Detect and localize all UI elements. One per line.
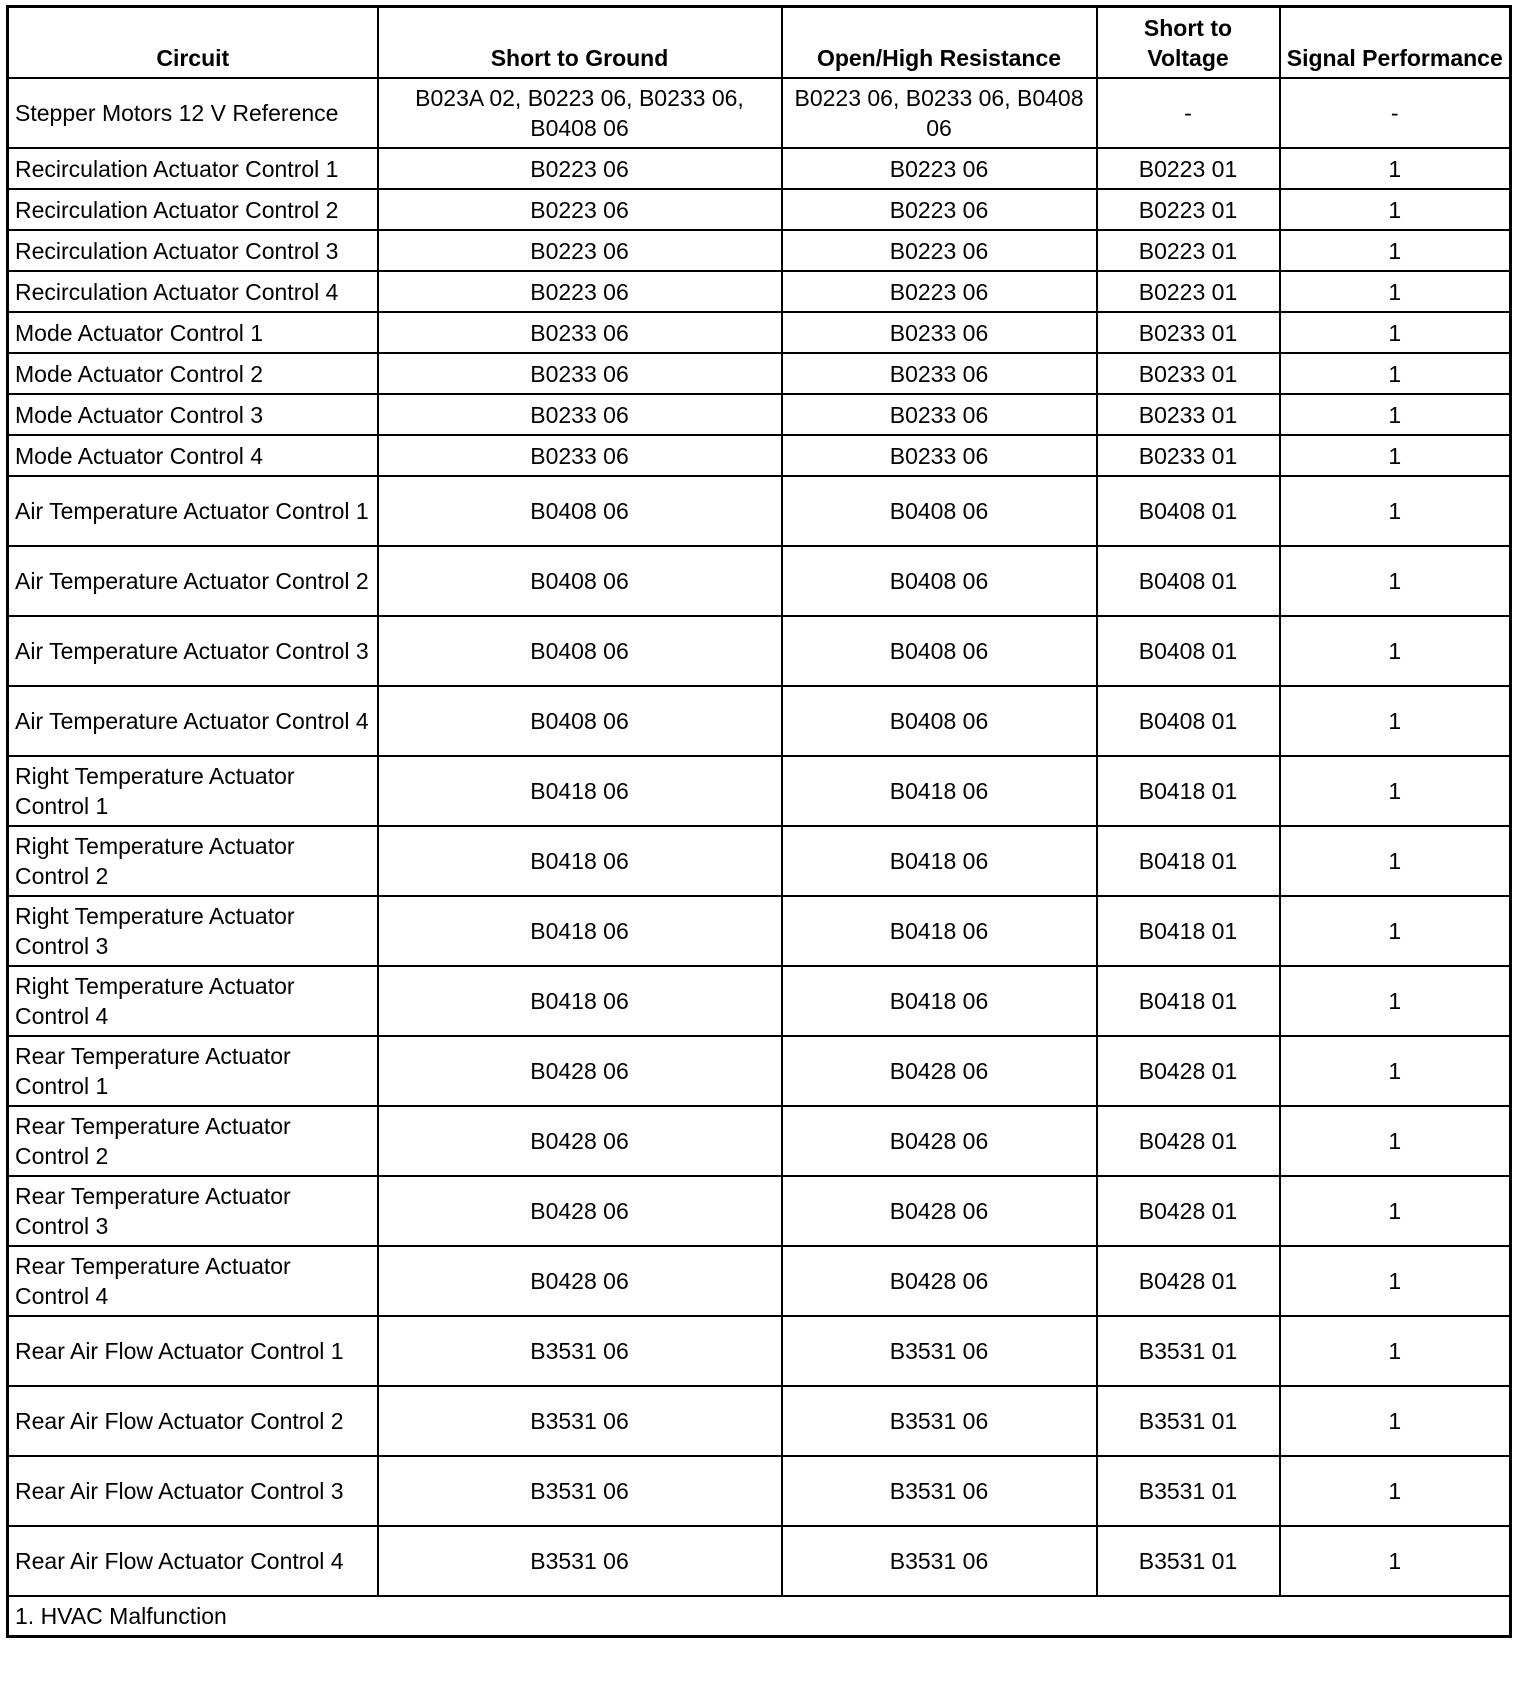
cell-short-to-voltage: B0233 01 <box>1097 435 1280 476</box>
cell-open-high-resistance: B0428 06 <box>782 1176 1097 1246</box>
cell-open-high-resistance: B0223 06 <box>782 230 1097 271</box>
table-row <box>8 271 1511 312</box>
cell-open-high-resistance: B0233 06 <box>782 394 1097 435</box>
cell-signal-performance: 1 <box>1280 1036 1511 1106</box>
cell-circuit: Rear Air Flow Actuator Control 4 <box>8 1526 378 1596</box>
cell-open-high-resistance: B0418 06 <box>782 756 1097 826</box>
cell-circuit: Air Temperature Actuator Control 3 <box>8 616 378 686</box>
table-row <box>8 1456 1511 1526</box>
table-row <box>8 1246 1511 1316</box>
cell-signal-performance: 1 <box>1280 312 1511 353</box>
cell-short-to-ground: B0233 06 <box>378 353 782 394</box>
cell-short-to-voltage: B0418 01 <box>1097 966 1280 1036</box>
cell-open-high-resistance: B3531 06 <box>782 1316 1097 1386</box>
cell-signal-performance: 1 <box>1280 476 1511 546</box>
cell-short-to-ground: B3531 06 <box>378 1526 782 1596</box>
cell-signal-performance: - <box>1280 78 1511 148</box>
cell-open-high-resistance: B0223 06 <box>782 189 1097 230</box>
cell-open-high-resistance: B0428 06 <box>782 1106 1097 1176</box>
cell-signal-performance: 1 <box>1280 230 1511 271</box>
table-row <box>8 476 1511 546</box>
cell-short-to-ground: B0428 06 <box>378 1246 782 1316</box>
footnote: 1. HVAC Malfunction <box>8 1596 1511 1637</box>
cell-short-to-voltage: B0428 01 <box>1097 1106 1280 1176</box>
table-row <box>8 148 1511 189</box>
cell-signal-performance: 1 <box>1280 1456 1511 1526</box>
cell-short-to-ground: B0233 06 <box>378 312 782 353</box>
cell-open-high-resistance: B0418 06 <box>782 896 1097 966</box>
cell-open-high-resistance: B0223 06, B0233 06, B0408 06 <box>782 78 1097 148</box>
table-row <box>8 1036 1511 1106</box>
cell-circuit: Rear Air Flow Actuator Control 2 <box>8 1386 378 1456</box>
cell-open-high-resistance: B0408 06 <box>782 546 1097 616</box>
cell-open-high-resistance: B0223 06 <box>782 271 1097 312</box>
cell-open-high-resistance: B0408 06 <box>782 686 1097 756</box>
cell-circuit: Mode Actuator Control 1 <box>8 312 378 353</box>
cell-signal-performance: 1 <box>1280 1246 1511 1316</box>
cell-circuit: Rear Temperature Actuator Control 2 <box>8 1106 378 1176</box>
cell-signal-performance: 1 <box>1280 353 1511 394</box>
cell-circuit: Stepper Motors 12 V Reference <box>8 78 378 148</box>
cell-circuit: Mode Actuator Control 4 <box>8 435 378 476</box>
cell-short-to-ground: B0418 06 <box>378 966 782 1036</box>
cell-signal-performance: 1 <box>1280 1176 1511 1246</box>
cell-short-to-ground: B0418 06 <box>378 826 782 896</box>
cell-open-high-resistance: B3531 06 <box>782 1386 1097 1456</box>
cell-short-to-ground: B0223 06 <box>378 271 782 312</box>
header-short-to-voltage: Short to Voltage <box>1097 7 1280 79</box>
table-row <box>8 1176 1511 1246</box>
cell-signal-performance: 1 <box>1280 394 1511 435</box>
cell-signal-performance: 1 <box>1280 1526 1511 1596</box>
cell-circuit: Air Temperature Actuator Control 4 <box>8 686 378 756</box>
footnote-row <box>8 1596 1511 1637</box>
cell-signal-performance: 1 <box>1280 435 1511 476</box>
cell-open-high-resistance: B0428 06 <box>782 1246 1097 1316</box>
cell-circuit: Recirculation Actuator Control 4 <box>8 271 378 312</box>
cell-open-high-resistance: B3531 06 <box>782 1526 1097 1596</box>
cell-short-to-ground: B0233 06 <box>378 394 782 435</box>
cell-circuit: Mode Actuator Control 2 <box>8 353 378 394</box>
cell-signal-performance: 1 <box>1280 616 1511 686</box>
table-row <box>8 189 1511 230</box>
cell-open-high-resistance: B0223 06 <box>782 148 1097 189</box>
cell-short-to-ground: B0223 06 <box>378 230 782 271</box>
cell-short-to-ground: B0223 06 <box>378 148 782 189</box>
cell-short-to-ground: B0223 06 <box>378 189 782 230</box>
header-signal-performance: Signal Performance <box>1280 7 1511 79</box>
table-row <box>8 1316 1511 1386</box>
cell-short-to-ground: B3531 06 <box>378 1386 782 1456</box>
cell-signal-performance: 1 <box>1280 189 1511 230</box>
cell-circuit: Rear Temperature Actuator Control 1 <box>8 1036 378 1106</box>
cell-short-to-voltage: B0233 01 <box>1097 312 1280 353</box>
cell-open-high-resistance: B0233 06 <box>782 312 1097 353</box>
cell-signal-performance: 1 <box>1280 686 1511 756</box>
cell-short-to-voltage: B0223 01 <box>1097 271 1280 312</box>
cell-circuit: Recirculation Actuator Control 1 <box>8 148 378 189</box>
table-row <box>8 394 1511 435</box>
cell-circuit: Right Temperature Actuator Control 1 <box>8 756 378 826</box>
cell-short-to-ground: B0418 06 <box>378 896 782 966</box>
table-row <box>8 230 1511 271</box>
cell-short-to-voltage: B0408 01 <box>1097 546 1280 616</box>
header-open-high-resistance: Open/High Resistance <box>782 7 1097 79</box>
cell-short-to-voltage: B0428 01 <box>1097 1036 1280 1106</box>
cell-short-to-voltage: - <box>1097 78 1280 148</box>
header-circuit: Circuit <box>8 7 378 79</box>
cell-circuit: Recirculation Actuator Control 3 <box>8 230 378 271</box>
cell-signal-performance: 1 <box>1280 271 1511 312</box>
cell-signal-performance: 1 <box>1280 1386 1511 1456</box>
cell-short-to-voltage: B0428 01 <box>1097 1176 1280 1246</box>
cell-short-to-voltage: B3531 01 <box>1097 1526 1280 1596</box>
cell-short-to-voltage: B0223 01 <box>1097 189 1280 230</box>
cell-short-to-voltage: B0418 01 <box>1097 896 1280 966</box>
cell-signal-performance: 1 <box>1280 546 1511 616</box>
cell-signal-performance: 1 <box>1280 756 1511 826</box>
cell-short-to-voltage: B3531 01 <box>1097 1456 1280 1526</box>
cell-circuit: Recirculation Actuator Control 2 <box>8 189 378 230</box>
cell-open-high-resistance: B0418 06 <box>782 826 1097 896</box>
cell-open-high-resistance: B0233 06 <box>782 353 1097 394</box>
cell-short-to-voltage: B0408 01 <box>1097 686 1280 756</box>
cell-circuit: Rear Temperature Actuator Control 4 <box>8 1246 378 1316</box>
cell-circuit: Right Temperature Actuator Control 3 <box>8 896 378 966</box>
cell-open-high-resistance: B0233 06 <box>782 435 1097 476</box>
table-row <box>8 353 1511 394</box>
table-row <box>8 312 1511 353</box>
table-row <box>8 78 1511 148</box>
cell-open-high-resistance: B0408 06 <box>782 616 1097 686</box>
table-row <box>8 546 1511 616</box>
cell-open-high-resistance: B3531 06 <box>782 1456 1097 1526</box>
cell-short-to-voltage: B0408 01 <box>1097 476 1280 546</box>
cell-short-to-voltage: B3531 01 <box>1097 1316 1280 1386</box>
table-row <box>8 896 1511 966</box>
cell-short-to-voltage: B3531 01 <box>1097 1386 1280 1456</box>
cell-short-to-ground: B0233 06 <box>378 435 782 476</box>
table-row <box>8 756 1511 826</box>
cell-short-to-ground: B0408 06 <box>378 686 782 756</box>
cell-short-to-voltage: B0233 01 <box>1097 394 1280 435</box>
dtc-table <box>6 5 1512 1638</box>
cell-circuit: Rear Air Flow Actuator Control 3 <box>8 1456 378 1526</box>
cell-short-to-voltage: B0408 01 <box>1097 616 1280 686</box>
cell-short-to-voltage: B0223 01 <box>1097 230 1280 271</box>
table-row <box>8 1526 1511 1596</box>
cell-circuit: Right Temperature Actuator Control 4 <box>8 966 378 1036</box>
dtc-table-container <box>6 5 1512 1638</box>
cell-short-to-ground: B0428 06 <box>378 1036 782 1106</box>
cell-signal-performance: 1 <box>1280 1316 1511 1386</box>
cell-short-to-ground: B0408 06 <box>378 476 782 546</box>
cell-short-to-voltage: B0418 01 <box>1097 826 1280 896</box>
cell-signal-performance: 1 <box>1280 966 1511 1036</box>
cell-short-to-ground: B0408 06 <box>378 546 782 616</box>
table-row <box>8 966 1511 1036</box>
table-row <box>8 1386 1511 1456</box>
cell-open-high-resistance: B0428 06 <box>782 1036 1097 1106</box>
cell-short-to-ground: B0428 06 <box>378 1106 782 1176</box>
cell-open-high-resistance: B0408 06 <box>782 476 1097 546</box>
cell-circuit: Air Temperature Actuator Control 2 <box>8 546 378 616</box>
table-row <box>8 435 1511 476</box>
cell-short-to-voltage: B0428 01 <box>1097 1246 1280 1316</box>
cell-short-to-voltage: B0223 01 <box>1097 148 1280 189</box>
header-short-to-ground: Short to Ground <box>378 7 782 79</box>
cell-circuit: Rear Air Flow Actuator Control 1 <box>8 1316 378 1386</box>
cell-circuit: Mode Actuator Control 3 <box>8 394 378 435</box>
cell-circuit: Air Temperature Actuator Control 1 <box>8 476 378 546</box>
cell-short-to-ground: B0428 06 <box>378 1176 782 1246</box>
cell-short-to-voltage: B0418 01 <box>1097 756 1280 826</box>
cell-signal-performance: 1 <box>1280 896 1511 966</box>
cell-short-to-ground: B0408 06 <box>378 616 782 686</box>
table-row <box>8 1106 1511 1176</box>
cell-open-high-resistance: B0418 06 <box>782 966 1097 1036</box>
cell-signal-performance: 1 <box>1280 1106 1511 1176</box>
cell-circuit: Rear Temperature Actuator Control 3 <box>8 1176 378 1246</box>
header-row <box>8 7 1511 79</box>
cell-circuit: Right Temperature Actuator Control 2 <box>8 826 378 896</box>
cell-short-to-voltage: B0233 01 <box>1097 353 1280 394</box>
cell-short-to-ground: B0418 06 <box>378 756 782 826</box>
cell-short-to-ground: B3531 06 <box>378 1456 782 1526</box>
cell-signal-performance: 1 <box>1280 148 1511 189</box>
cell-short-to-ground: B023A 02, B0223 06, B0233 06, B0408 06 <box>378 78 782 148</box>
table-row <box>8 616 1511 686</box>
cell-short-to-ground: B3531 06 <box>378 1316 782 1386</box>
table-row <box>8 826 1511 896</box>
table-row <box>8 686 1511 756</box>
cell-signal-performance: 1 <box>1280 826 1511 896</box>
